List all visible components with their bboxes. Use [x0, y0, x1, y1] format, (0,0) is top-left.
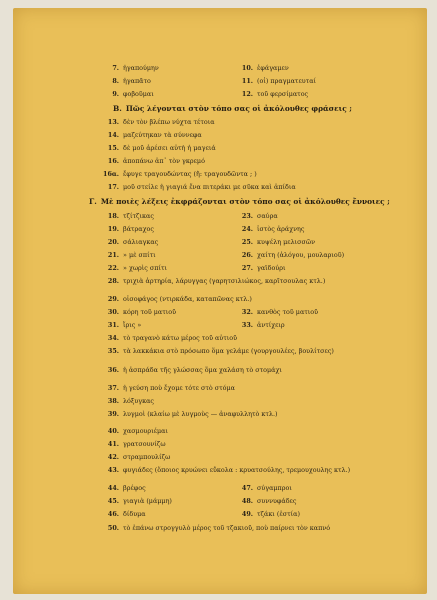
- list-item: 49. τζάκι (ἑστία): [241, 510, 300, 518]
- section-g-heading: Γ. Μὲ ποιὲς λέξεις ἐκφράζονται στὸν τόπο σας οἱ ἀκόλουθες ἔννοιες ;: [89, 197, 390, 206]
- list-item: 48. συννυφάδες: [241, 497, 297, 505]
- list-item: 15. δὲ μοῦ ἀρέσει αὐτὴ ἡ μαγειά: [107, 144, 216, 152]
- list-item: 24. ἱστὸς ἀράχνης: [241, 225, 305, 233]
- list-item: 35. τὰ λακκάκια στὸ πρόσωπο ὅμα γελάμε (γουργουλέες, βουλίτσες): [107, 347, 334, 355]
- list-item: 26. χαίτη (ἀλόγου, μουλαριοῦ): [241, 251, 345, 259]
- list-item: 18. τζίτζικας: [107, 212, 154, 220]
- list-item: 14. μαζεύτηκαν τὰ σύννεφα: [107, 131, 202, 139]
- document-page: [13, 8, 427, 594]
- list-item: 40. χασμουριέμαι: [107, 427, 168, 435]
- list-item: 45. γιαγιὰ (μάμμη): [107, 497, 172, 505]
- list-item: 22. » χωρὶς σπίτι: [107, 264, 168, 272]
- list-item: 9. φοβοῦμαι: [112, 90, 154, 98]
- list-item: 23. σαύρα: [241, 212, 278, 220]
- list-item: 16α. ἔφυγε τραγουδώντας (ἤ: τραγουδῶντα ; ): [103, 170, 257, 178]
- list-item: 29. οἰσοφάγος (ντιρκάδα, καταπῶνας κτλ.): [107, 295, 252, 303]
- list-item: 36. ἡ ἀσπράδα τῆς γλώσσας ὅμα χαλάση τὸ στομάχι: [107, 366, 282, 374]
- list-item: 19. βάτραχος: [107, 225, 154, 233]
- list-item: 21. » μὲ σπίτι: [107, 251, 156, 259]
- list-item: 31. ἴρις »: [107, 321, 142, 329]
- list-item: 38. λόξυγκας: [107, 397, 155, 405]
- list-item: 7. ἠγαπούμην: [112, 64, 159, 72]
- section-b-heading: Β. Πῶς λέγονται στὸν τόπο σας οἱ ἀκόλουθες φράσεις ;: [113, 104, 352, 113]
- list-item: 10. ἐφάγαμεν: [241, 64, 289, 72]
- list-item: 43. φυγιάδες (ὅποιος κρυώνει εὔκολα : κρυατσούλης, τρεμουχουλης κτλ.): [107, 466, 351, 474]
- list-item: 28. τριχιὰ ἀρτηρία, λάρυγγας (γαρητσιλιώκος, καρῖτσουλας κτλ.): [107, 277, 326, 285]
- list-item: 37. ἡ γεύση ποὺ ἔχομε τότε στὸ στόμα: [107, 384, 235, 392]
- list-item: 16. ἀποπάνω ἀπ᾽ τὸν γκρεμό: [107, 157, 205, 165]
- list-item: 50. τὸ ἐπάνω στρογγυλὸ μέρος τοῦ τζακιοῦ, ποὺ παίρνει τὸν καπνό: [107, 524, 331, 532]
- list-item: 33. ἀντίχειρ: [241, 321, 285, 329]
- list-item: 27. γαϊδούρι: [241, 264, 286, 272]
- list-item: 41. γρατσουνίζω: [107, 440, 166, 448]
- list-item: 12. τοῦ φερσίματος: [241, 90, 309, 98]
- list-item: 42. στραμπουλίζω: [107, 453, 171, 461]
- list-item: 11. (οἱ) πραγματευταί: [241, 77, 317, 85]
- list-item: 13. δὲν τὸν βλέπω νύχτα τέτοια: [107, 118, 215, 126]
- list-item: 39. λυγμοὶ (κλαίω μὲ λυγμοὺς — ἀναφυλλητὸ κτλ.): [107, 410, 278, 418]
- list-item: 25. κυψέλη μελισσῶν: [241, 238, 315, 246]
- list-item: 47. σύγαμπροι: [241, 484, 292, 492]
- list-item: 20. σάλιαγκας: [107, 238, 159, 246]
- list-item: 44. βρέφος: [107, 484, 146, 492]
- list-item: 17. μοῦ στείλε ἡ γιαγιά ἕνα πιτεράκι με σῦκα καὶ ἀπίδια: [107, 183, 296, 191]
- list-item: 46. δίδυμα: [107, 510, 146, 518]
- list-item: 30. κόρη τοῦ ματιοῦ: [107, 308, 177, 316]
- list-item: 34. τὸ τραγανὸ κάτω μέρος τοῦ αὐτιοῦ: [107, 334, 237, 342]
- list-item: 32. κανθὸς τοῦ ματιοῦ: [241, 308, 319, 316]
- list-item: 8. ἠγαπᾶτο: [112, 77, 151, 85]
